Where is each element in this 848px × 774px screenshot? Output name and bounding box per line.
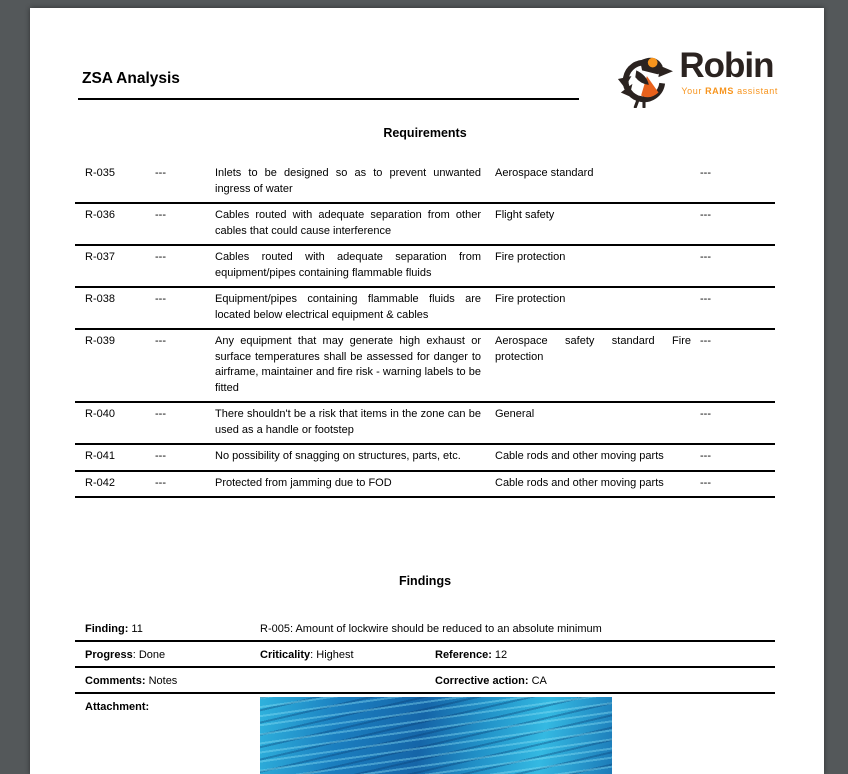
requirement-status: --- [700,335,711,347]
logo-text [679,48,778,96]
requirement-ref: --- [155,167,166,179]
requirement-description: Any equipment that may generate high exhaust or surface temperatures shall be assessed for danger to airframe, maintainer and fire risk - warning labels to be fitted [215,335,481,394]
requirement-ref: --- [155,476,166,489]
requirement-row [75,472,775,499]
requirement-description: No possibility of snagging on structures, parts, etc. [215,450,461,462]
requirement-category: Cable rods and other moving parts [495,450,664,462]
requirement-category: Fire protection [495,251,566,263]
reference-cell: Reference: 12 [435,649,508,661]
requirement-id: R-039 [85,335,115,347]
robin-logo [614,48,778,108]
page-content [75,117,775,774]
requirement-row [75,162,775,204]
requirement-ref: --- [155,335,166,347]
attachment-label-cell: Attachment: [85,701,150,713]
page-title: ZSA Analysis [82,70,180,87]
requirement-row [75,204,775,246]
requirement-ref: --- [155,408,166,420]
requirement-category: General [495,408,535,420]
finding-attachment-row [75,694,775,774]
requirement-description: Inlets to be designed so as to prevent unwanted ingress of water [215,167,481,195]
requirement-id: R-038 [85,293,115,305]
corrective-action-cell: Corrective action: CA [435,675,547,687]
requirement-status: --- [700,476,711,489]
title-divider [78,98,579,100]
findings-heading: Findings [398,574,452,588]
attachment-image [260,697,612,774]
requirement-status: --- [700,293,711,305]
finding-id-cell: Finding: 11 [85,623,143,635]
findings-table [75,616,775,774]
brand-name: Robin [679,46,774,85]
requirement-description: Equipment/pipes containing flammable fluids are located below electrical equipment & cables [215,293,481,321]
requirement-category: Flight safety [495,209,555,221]
requirement-ref: --- [155,293,166,305]
requirement-description: Cables routed with adequate separation from equipment/pipes containing flammable fluids [215,251,481,279]
attachment-cell [250,700,775,774]
brand-tagline: Your RAMS assistant [681,86,778,96]
requirement-row [75,330,775,403]
finding-title-cell: R-005: Amount of lockwire should be reduced to an absolute minimum [260,623,602,635]
finding-comments-row [75,668,775,694]
requirement-ref: --- [155,209,166,221]
requirement-row [75,288,775,330]
requirement-id: R-041 [85,450,115,462]
requirement-status: --- [700,450,711,462]
document-page [30,8,824,774]
requirement-category: Cable rods and other moving parts [495,476,664,489]
requirement-category: Aerospace standard [495,167,594,179]
requirement-row [75,246,775,288]
finding-status-row [75,642,775,668]
requirement-id: R-036 [85,209,115,221]
comments-cell: Comments: Notes [85,675,178,687]
requirement-ref: --- [155,450,166,462]
requirement-id: R-040 [85,408,115,420]
criticality-cell: Criticality: Highest [260,649,354,661]
requirement-id: R-042 [85,476,115,489]
requirement-row [75,445,775,472]
requirement-description: Cables routed with adequate separation from other cables that could cause interference [215,209,481,237]
requirement-ref: --- [155,251,166,263]
requirement-description: Protected from jamming due to FOD [215,476,392,489]
requirement-category: Aerospace safety standard Fire protection [495,335,691,363]
requirement-description: There shouldn't be a risk that items in the zone can be used as a handle or footstep [215,408,481,436]
requirement-status: --- [700,408,711,420]
progress-cell: Progress: Done [85,649,166,661]
requirement-status: --- [700,209,711,221]
requirement-id: R-035 [85,167,115,179]
requirements-heading: Requirements [383,126,467,140]
requirement-category: Fire protection [495,293,566,305]
requirements-table [75,162,775,498]
requirement-status: --- [700,251,711,263]
robin-bird-icon [614,52,674,108]
requirement-status: --- [700,167,711,179]
requirement-id: R-037 [85,251,115,263]
finding-row [75,616,775,642]
requirement-row [75,403,775,445]
